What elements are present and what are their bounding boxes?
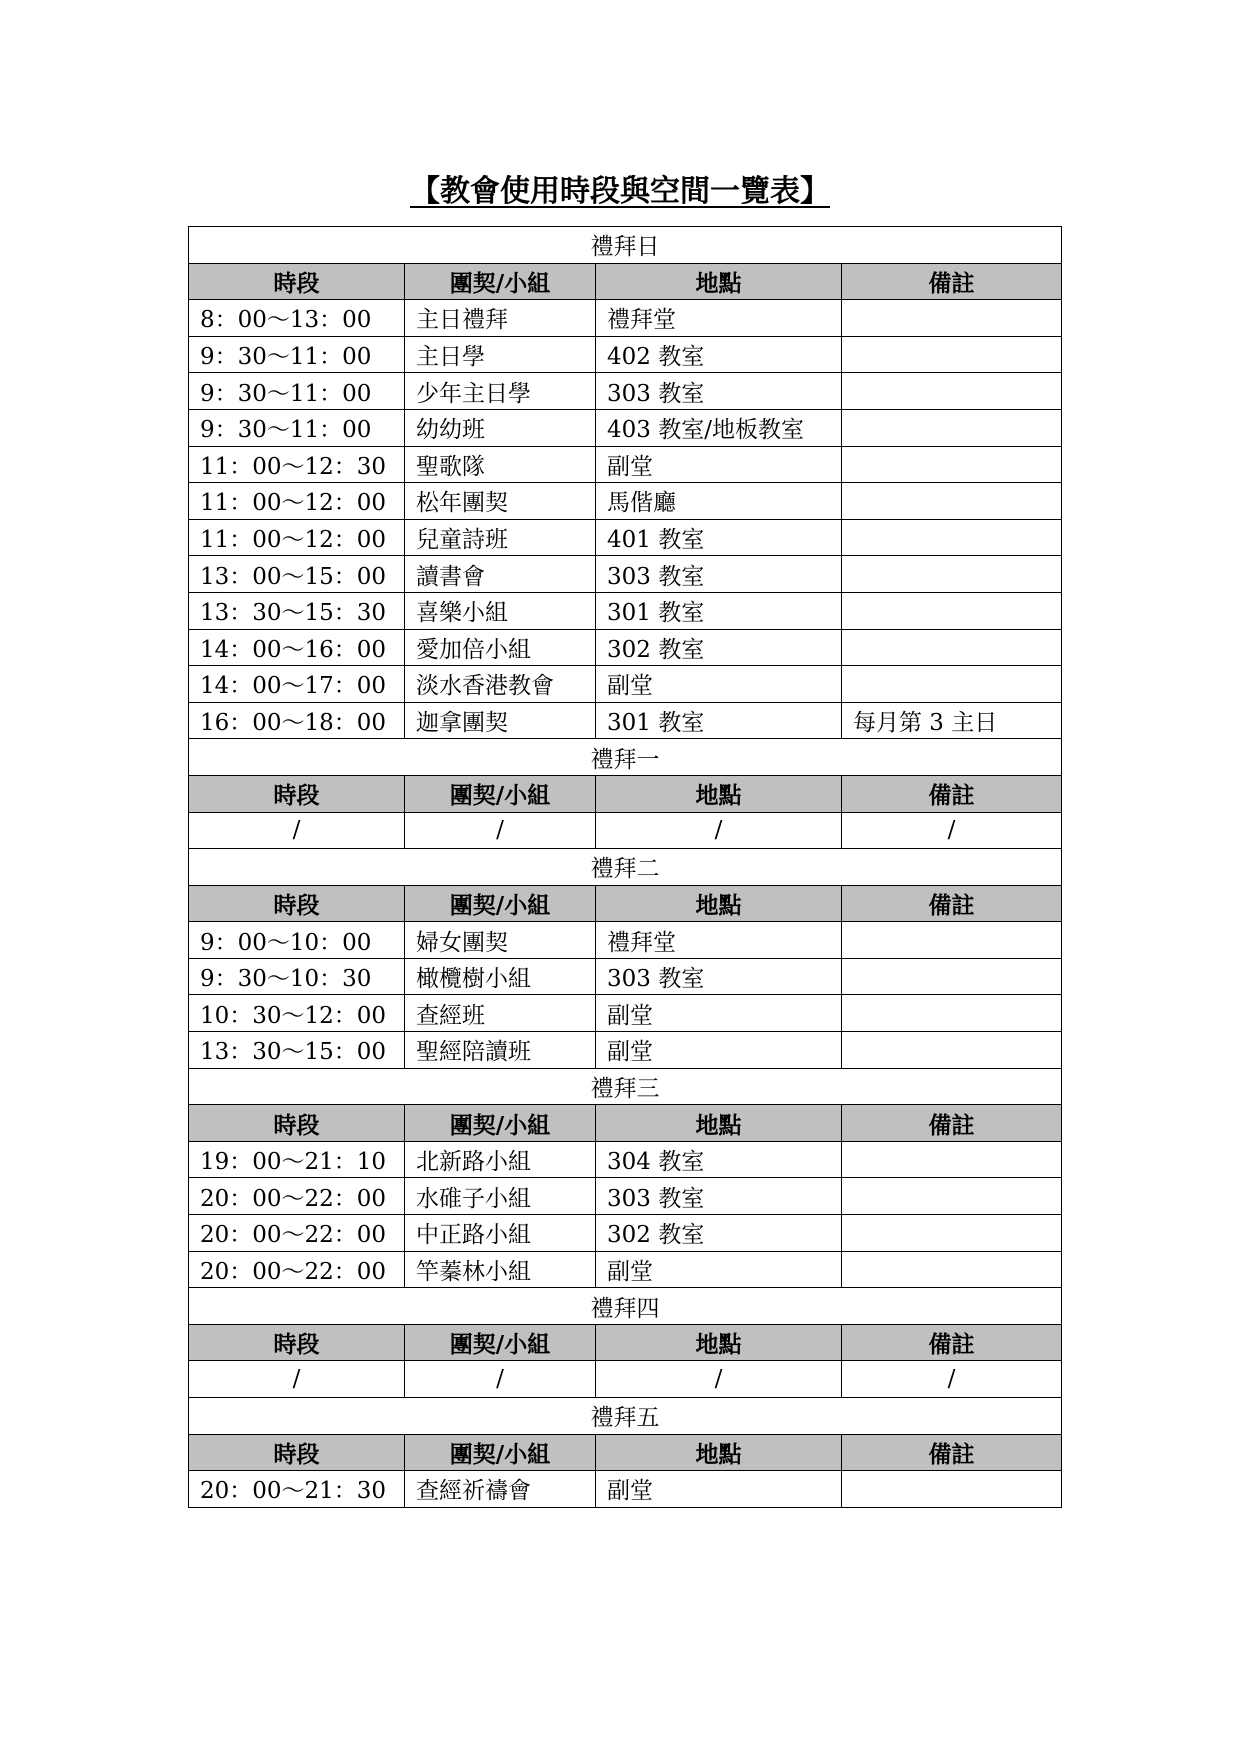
- day-header-row: [189, 1288, 1062, 1325]
- day-label: 禮拜五: [189, 1398, 1062, 1435]
- location-cell: 303 教室: [596, 1178, 842, 1215]
- group-cell: 查經祈禱會: [405, 1471, 596, 1508]
- time-cell: 13：30～15：30: [189, 592, 405, 629]
- group-cell: 淡水香港教會: [405, 666, 596, 703]
- location-cell: 馬偕廳: [596, 483, 842, 520]
- time-cell: 9：30～10：30: [189, 958, 405, 995]
- schedule-table-body: [189, 227, 1062, 1508]
- time-cell: 20：00～22：00: [189, 1251, 405, 1288]
- column-header: 時段: [189, 1434, 405, 1471]
- column-header: 時段: [189, 885, 405, 922]
- location-cell: 禮拜堂: [596, 922, 842, 959]
- note-cell: [842, 1141, 1062, 1178]
- time-cell: 9：30～11：00: [189, 373, 405, 410]
- group-cell: 查經班: [405, 995, 596, 1032]
- table-row: [189, 592, 1062, 629]
- group-cell: 北新路小組: [405, 1141, 596, 1178]
- group-cell: 讀書會: [405, 556, 596, 593]
- column-header: 時段: [189, 775, 405, 812]
- time-cell: 11：00～12：30: [189, 446, 405, 483]
- group-cell: 水碓子小組: [405, 1178, 596, 1215]
- column-header: 時段: [189, 263, 405, 300]
- day-header-row: [189, 739, 1062, 776]
- group-cell: 聖歌隊: [405, 446, 596, 483]
- note-cell: [842, 519, 1062, 556]
- group-cell: 中正路小組: [405, 1215, 596, 1252]
- table-row: [189, 812, 1062, 849]
- note-cell: [842, 300, 1062, 337]
- column-header: 地點: [596, 1105, 842, 1142]
- column-header: 備註: [842, 1434, 1062, 1471]
- time-cell: 14：00～16：00: [189, 629, 405, 666]
- table-row: [189, 519, 1062, 556]
- group-cell: 愛加倍小組: [405, 629, 596, 666]
- day-header-row: [189, 1068, 1062, 1105]
- location-cell: 401 教室: [596, 519, 842, 556]
- table-row: [189, 483, 1062, 520]
- note-cell: /: [842, 812, 1062, 849]
- column-header: 團契/小組: [405, 885, 596, 922]
- page-title: [0, 166, 1240, 210]
- table-row: [189, 995, 1062, 1032]
- location-cell: 301 教室: [596, 702, 842, 739]
- group-cell: 兒童詩班: [405, 519, 596, 556]
- note-cell: 每月第 3 主日: [842, 702, 1062, 739]
- time-cell: 9：30～11：00: [189, 336, 405, 373]
- schedule-table: [188, 226, 1062, 1508]
- table-row: [189, 629, 1062, 666]
- location-cell: 402 教室: [596, 336, 842, 373]
- column-header: 地點: [596, 263, 842, 300]
- location-cell: 禮拜堂: [596, 300, 842, 337]
- note-cell: [842, 922, 1062, 959]
- time-cell: 14：00～17：00: [189, 666, 405, 703]
- time-cell: 8：00～13：00: [189, 300, 405, 337]
- location-cell: 303 教室: [596, 556, 842, 593]
- column-header-row: [189, 263, 1062, 300]
- time-cell: 11：00～12：00: [189, 483, 405, 520]
- day-header-row: [189, 849, 1062, 886]
- time-cell: 9：30～11：00: [189, 409, 405, 446]
- location-cell: 副堂: [596, 666, 842, 703]
- day-label: 禮拜二: [189, 849, 1062, 886]
- note-cell: [842, 666, 1062, 703]
- location-cell: 副堂: [596, 1471, 842, 1508]
- column-header-row: [189, 885, 1062, 922]
- time-cell: /: [189, 812, 405, 849]
- note-cell: [842, 1215, 1062, 1252]
- table-row: [189, 1361, 1062, 1398]
- column-header: 時段: [189, 1324, 405, 1361]
- column-header: 備註: [842, 1324, 1062, 1361]
- note-cell: [842, 995, 1062, 1032]
- time-cell: 20：00～22：00: [189, 1215, 405, 1252]
- note-cell: [842, 1471, 1062, 1508]
- column-header-row: [189, 1434, 1062, 1471]
- location-cell: 403 教室/地板教室: [596, 409, 842, 446]
- group-cell: 幼幼班: [405, 409, 596, 446]
- location-cell: 副堂: [596, 1251, 842, 1288]
- time-cell: 13：00～15：00: [189, 556, 405, 593]
- day-header-row: [189, 1398, 1062, 1435]
- location-cell: 副堂: [596, 1032, 842, 1069]
- time-cell: 10：30～12：00: [189, 995, 405, 1032]
- table-row: [189, 336, 1062, 373]
- table-row: [189, 1215, 1062, 1252]
- note-cell: [842, 409, 1062, 446]
- location-cell: 303 教室: [596, 373, 842, 410]
- time-cell: 20：00～22：00: [189, 1178, 405, 1215]
- group-cell: 竿蓁林小組: [405, 1251, 596, 1288]
- location-cell: /: [596, 812, 842, 849]
- table-row: [189, 373, 1062, 410]
- table-row: [189, 922, 1062, 959]
- table-row: [189, 1471, 1062, 1508]
- note-cell: [842, 958, 1062, 995]
- group-cell: 聖經陪讀班: [405, 1032, 596, 1069]
- table-row: [189, 702, 1062, 739]
- column-header: 備註: [842, 775, 1062, 812]
- time-cell: 13：30～15：00: [189, 1032, 405, 1069]
- column-header: 時段: [189, 1105, 405, 1142]
- note-cell: [842, 556, 1062, 593]
- location-cell: 302 教室: [596, 629, 842, 666]
- location-cell: 副堂: [596, 446, 842, 483]
- column-header: 備註: [842, 263, 1062, 300]
- note-cell: [842, 336, 1062, 373]
- time-cell: 20：00～21：30: [189, 1471, 405, 1508]
- table-row: [189, 1178, 1062, 1215]
- column-header: 地點: [596, 1324, 842, 1361]
- day-header-row: [189, 227, 1062, 264]
- day-label: 禮拜一: [189, 739, 1062, 776]
- column-header: 備註: [842, 1105, 1062, 1142]
- note-cell: [842, 373, 1062, 410]
- note-cell: [842, 629, 1062, 666]
- location-cell: 301 教室: [596, 592, 842, 629]
- table-row: [189, 409, 1062, 446]
- location-cell: 副堂: [596, 995, 842, 1032]
- group-cell: /: [405, 1361, 596, 1398]
- day-label: 禮拜三: [189, 1068, 1062, 1105]
- note-cell: [842, 1178, 1062, 1215]
- location-cell: /: [596, 1361, 842, 1398]
- day-label: 禮拜日: [189, 227, 1062, 264]
- time-cell: 19：00～21：10: [189, 1141, 405, 1178]
- table-row: [189, 1032, 1062, 1069]
- note-cell: [842, 1251, 1062, 1288]
- note-cell: [842, 592, 1062, 629]
- time-cell: 16：00～18：00: [189, 702, 405, 739]
- column-header: 團契/小組: [405, 1434, 596, 1471]
- time-cell: 9：00～10：00: [189, 922, 405, 959]
- column-header: 團契/小組: [405, 1324, 596, 1361]
- group-cell: 婦女團契: [405, 922, 596, 959]
- group-cell: 少年主日學: [405, 373, 596, 410]
- time-cell: /: [189, 1361, 405, 1398]
- column-header: 地點: [596, 1434, 842, 1471]
- column-header: 團契/小組: [405, 775, 596, 812]
- note-cell: /: [842, 1361, 1062, 1398]
- table-row: [189, 1141, 1062, 1178]
- column-header-row: [189, 1105, 1062, 1142]
- column-header: 地點: [596, 775, 842, 812]
- location-cell: 303 教室: [596, 958, 842, 995]
- table-row: [189, 300, 1062, 337]
- column-header: 備註: [842, 885, 1062, 922]
- column-header: 團契/小組: [405, 263, 596, 300]
- table-row: [189, 446, 1062, 483]
- column-header-row: [189, 775, 1062, 812]
- table-row: [189, 666, 1062, 703]
- group-cell: /: [405, 812, 596, 849]
- note-cell: [842, 483, 1062, 520]
- table-row: [189, 958, 1062, 995]
- group-cell: 主日禮拜: [405, 300, 596, 337]
- table-row: [189, 556, 1062, 593]
- note-cell: [842, 1032, 1062, 1069]
- time-cell: 11：00～12：00: [189, 519, 405, 556]
- column-header: 地點: [596, 885, 842, 922]
- group-cell: 迦拿團契: [405, 702, 596, 739]
- day-label: 禮拜四: [189, 1288, 1062, 1325]
- group-cell: 喜樂小組: [405, 592, 596, 629]
- page-title-text: 【教會使用時段與空間一覽表】: [410, 174, 830, 209]
- group-cell: 松年團契: [405, 483, 596, 520]
- column-header-row: [189, 1324, 1062, 1361]
- location-cell: 304 教室: [596, 1141, 842, 1178]
- location-cell: 302 教室: [596, 1215, 842, 1252]
- group-cell: 橄欖樹小組: [405, 958, 596, 995]
- group-cell: 主日學: [405, 336, 596, 373]
- column-header: 團契/小組: [405, 1105, 596, 1142]
- note-cell: [842, 446, 1062, 483]
- table-row: [189, 1251, 1062, 1288]
